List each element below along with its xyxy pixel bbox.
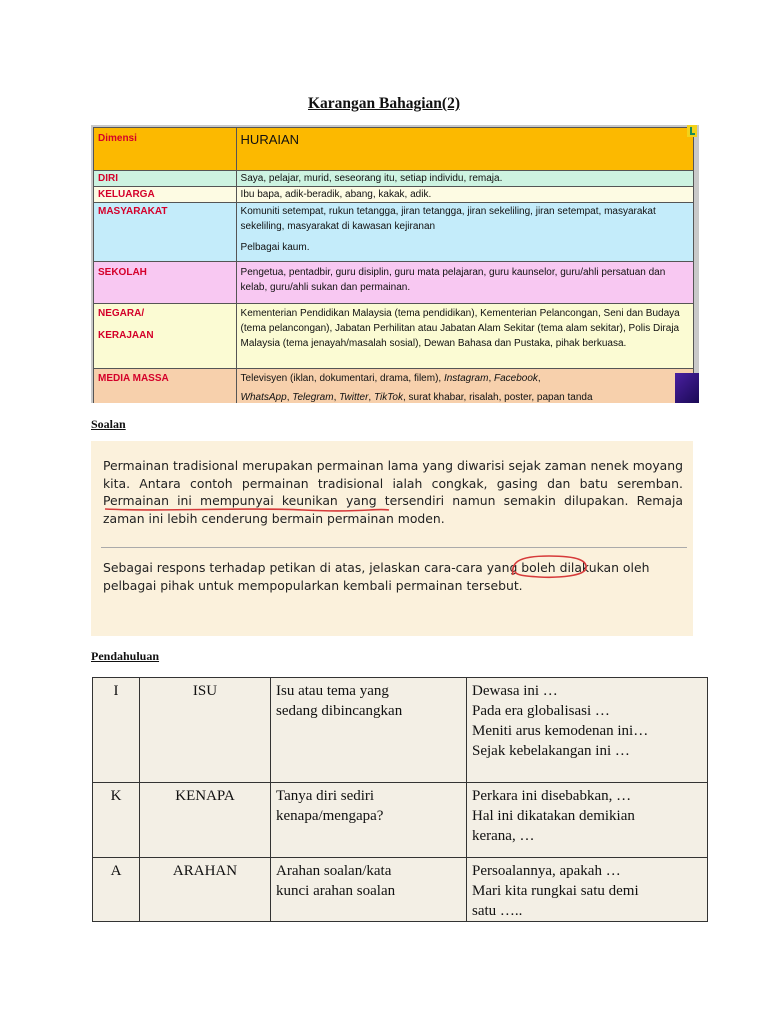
example-line: satu ….. bbox=[472, 903, 523, 919]
example-line: Mari kita rungkai satu demi bbox=[472, 883, 639, 899]
example-line: Hal ini dikatakan demikian bbox=[472, 808, 635, 824]
examples-isu bbox=[467, 678, 708, 783]
example-line: Pada era globalisasi … bbox=[472, 703, 610, 719]
media-sep-4: , bbox=[333, 392, 340, 403]
passage-start: Permainan tradisional merupakan permainan lama yang diwarisi sejak zaman nenek moyang kita. Antara contoh permainan tradisional ialah bbox=[103, 458, 683, 491]
header-dimensi: Dimensi bbox=[94, 128, 237, 171]
red-circle-annotation bbox=[509, 553, 589, 579]
decorative-corner-icon bbox=[687, 125, 697, 137]
example-line: Sejak kebelakangan ini … bbox=[472, 743, 630, 759]
media-tiktok: TikTok bbox=[373, 392, 403, 403]
question-passage bbox=[103, 457, 683, 527]
desc-isu bbox=[271, 678, 467, 783]
media-sep-1: , bbox=[488, 373, 494, 384]
media-whatsapp: WhatsApp bbox=[240, 392, 287, 403]
desc-keluarga: Ibu bapa, adik-beradik, abang, kakak, adik. bbox=[236, 187, 693, 203]
label-negara-line2: KERAJAAN bbox=[98, 330, 154, 341]
prompt-highlight: cara-cara bbox=[424, 560, 483, 575]
example-line: Dewasa ini … bbox=[472, 683, 558, 699]
desc-masyarakat-kaum: Pelbagai kaum. bbox=[240, 242, 310, 253]
word-arahan: ARAHAN bbox=[140, 858, 271, 922]
row-negara bbox=[94, 304, 694, 369]
desc-kenapa-line: kenapa/mengapa? bbox=[276, 808, 384, 824]
desc-diri: Saya, pelajar, murid, seseorang itu, setiap individu, remaja. bbox=[236, 171, 693, 187]
row-sekolah bbox=[94, 262, 694, 304]
desc-masyarakat-text: Komuniti setempat, rukun tetangga, jiran tetangga, jiran sekeliling, jiran setempat, masyarakat sekeliling, masyarakat di kawasan kejiranan bbox=[240, 206, 656, 232]
label-negara-line1: NEGARA/ bbox=[98, 308, 145, 319]
letter-i: I bbox=[93, 678, 140, 783]
desc-arahan-line: Arahan soalan/kata bbox=[276, 863, 392, 879]
question-divider bbox=[101, 547, 687, 548]
label-negara bbox=[94, 304, 237, 369]
header-huraian: HURAIAN bbox=[236, 128, 693, 171]
row-diri bbox=[94, 171, 694, 187]
dimension-table bbox=[93, 127, 694, 403]
example-line: Perkara ini disebabkan, … bbox=[472, 788, 632, 804]
row-media-massa bbox=[94, 369, 694, 404]
example-line: kerana, … bbox=[472, 828, 535, 844]
row-arahan bbox=[93, 858, 708, 922]
label-sekolah: SEKOLAH bbox=[94, 262, 237, 304]
media-facebook: Facebook bbox=[494, 373, 538, 384]
pendahuluan-heading: Pendahuluan bbox=[91, 649, 160, 663]
page-title: Karangan Bahagian(2) bbox=[307, 95, 460, 112]
label-keluarga: KELUARGA bbox=[94, 187, 237, 203]
row-isu bbox=[93, 678, 708, 783]
letter-k: K bbox=[93, 783, 140, 858]
example-line: Meniti arus kemodenan ini… bbox=[472, 723, 649, 739]
media-sep-3: , bbox=[286, 392, 293, 403]
examples-arahan bbox=[467, 858, 708, 922]
pendahuluan-table bbox=[92, 677, 708, 922]
red-underline-annotation bbox=[103, 506, 391, 512]
soalan-heading: Soalan bbox=[91, 417, 126, 431]
prompt-start: Sebagai respons terhadap petikan di atas, jelaskan bbox=[103, 560, 425, 575]
question-image bbox=[91, 441, 693, 636]
media-text-1: Televisyen (iklan, dokumentari, drama, filem), bbox=[240, 373, 444, 384]
row-kenapa bbox=[93, 783, 708, 858]
media-sep-2: , bbox=[537, 373, 541, 384]
desc-kenapa-line: Tanya diri sediri bbox=[276, 788, 375, 804]
word-kenapa: KENAPA bbox=[140, 783, 271, 858]
desc-arahan-line: kunci arahan soalan bbox=[276, 883, 396, 899]
word-isu: ISU bbox=[140, 678, 271, 783]
row-masyarakat bbox=[94, 203, 694, 262]
passage-end: . Permainan ini mempunyai keunikan yang tersendiri namun semakin dilupakan. Remaja zaman ini lebih cenderung bermain permainan moden. bbox=[103, 475, 683, 526]
letter-a: A bbox=[93, 858, 140, 922]
question-prompt bbox=[103, 559, 688, 595]
desc-isu-line: Isu atau tema yang bbox=[276, 683, 389, 699]
media-sep-5: , bbox=[368, 392, 374, 403]
media-twitter: Twitter bbox=[339, 392, 369, 403]
passage-highlight: congkak, gasing dan batu seremban bbox=[431, 475, 680, 491]
desc-kenapa bbox=[271, 783, 467, 858]
media-instagram: Instagram bbox=[443, 373, 489, 384]
decorative-corner-block bbox=[675, 373, 699, 403]
desc-sekolah: Pengetua, pentadbir, guru disiplin, guru mata pelajaran, guru kaunselor, guru/ahli persatuan dan kelab, guru/ahli sukan dan permainan. bbox=[236, 262, 693, 304]
prompt-end: yang boleh dilakukan oleh pelbagai pihak untuk mempopularkan kembali permainan tersebut. bbox=[103, 560, 650, 593]
label-masyarakat: MASYARAKAT bbox=[94, 203, 237, 262]
example-line: Persoalannya, apakah … bbox=[472, 863, 621, 879]
dimension-table-image bbox=[91, 125, 699, 403]
row-keluarga bbox=[94, 187, 694, 203]
label-media-massa: MEDIA MASSA bbox=[94, 369, 237, 404]
dimension-table-header bbox=[94, 128, 694, 171]
examples-kenapa bbox=[467, 783, 708, 858]
desc-isu-line: sedang dibincangkan bbox=[276, 703, 403, 719]
media-telegram: Telegram bbox=[292, 392, 334, 403]
desc-arahan bbox=[271, 858, 467, 922]
media-text-2: , surat khabar, risalah, poster, papan tanda bbox=[402, 392, 593, 403]
desc-masyarakat bbox=[236, 203, 693, 262]
desc-media-massa bbox=[236, 369, 693, 404]
desc-negara: Kementerian Pendidikan Malaysia (tema pendidikan), Kementerian Pelancongan, Seni dan Budaya (tema pelancongan), Jabatan Perhilitan atau Jabatan Alam Sekitar (tema alam sekitar), Polis Diraja Malaysia (tema jenayah/masalah sosial), Dewan Bahasa dan Pustaka, pihak berkuasa. bbox=[236, 304, 693, 369]
label-diri: DIRI bbox=[94, 171, 237, 187]
